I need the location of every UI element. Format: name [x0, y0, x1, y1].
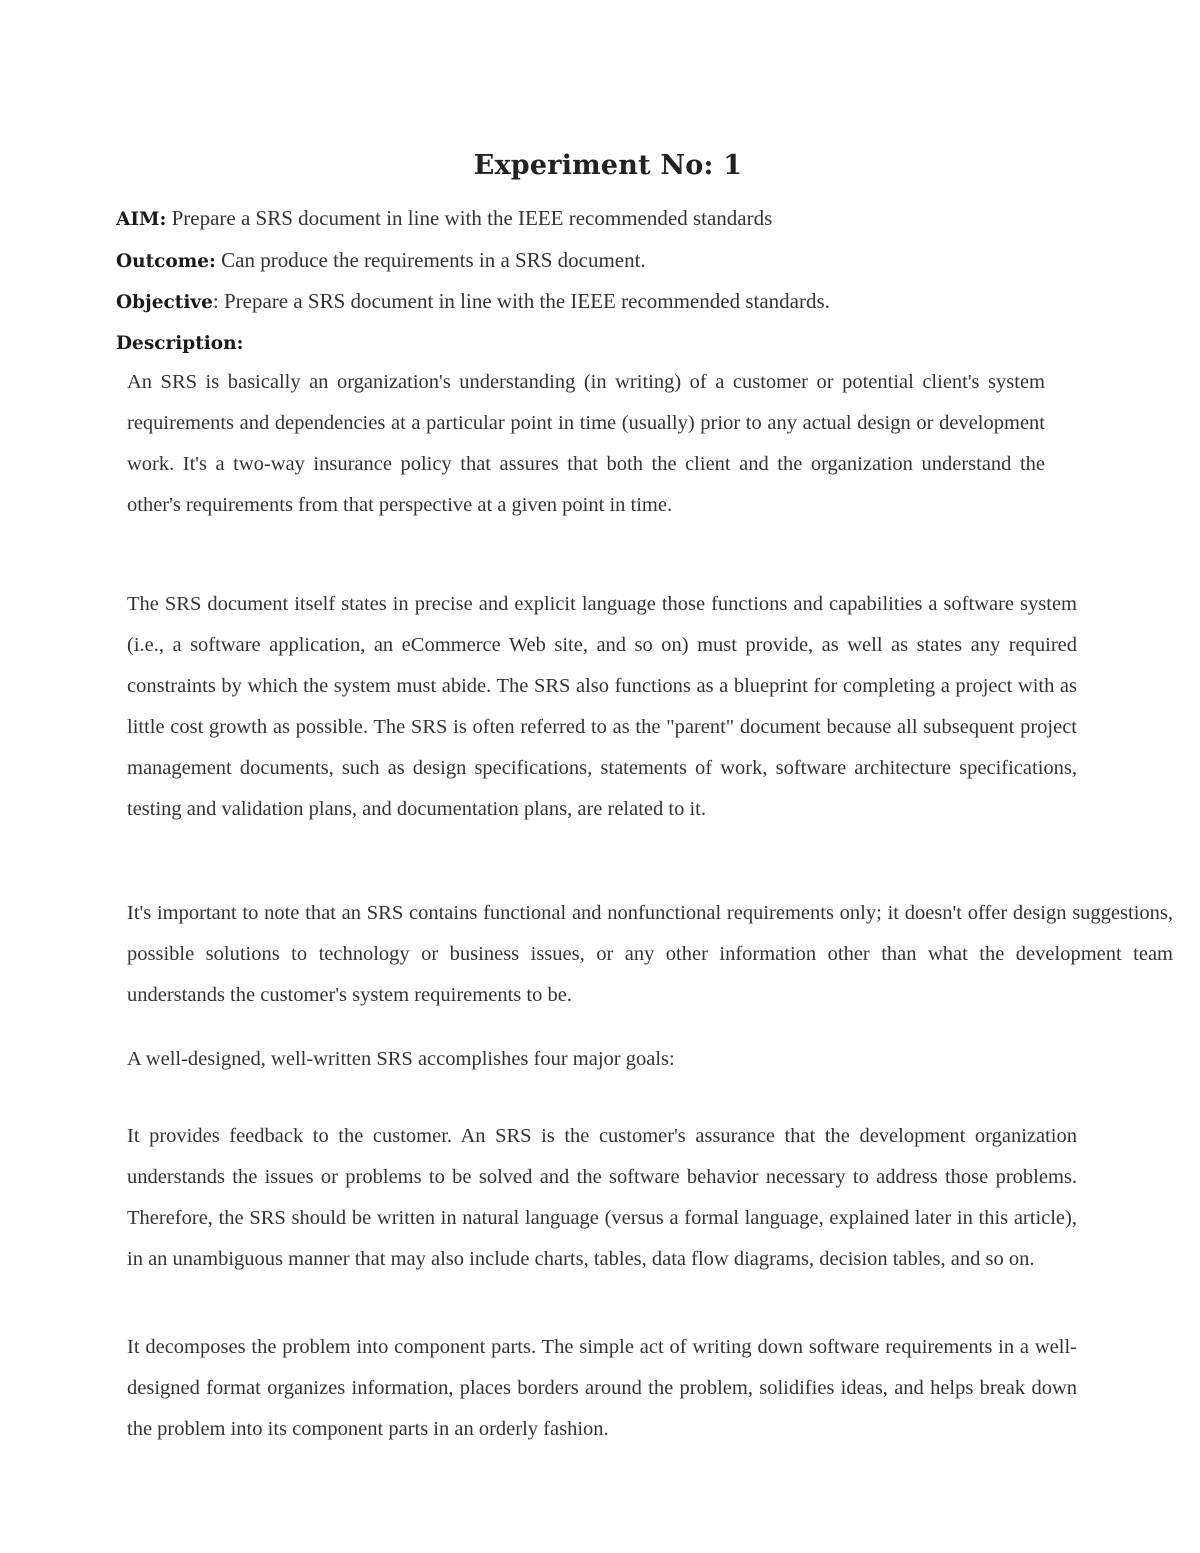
- outcome-label: Outcome:: [116, 251, 216, 272]
- description-heading: [116, 330, 243, 355]
- aim-text: Prepare a SRS document in line with the IEEE recommended standards: [166, 206, 773, 230]
- paragraph-srs-definition: An SRS is basically an organization's understanding (in writing) of a customer or potential client's system requirements and dependencies at a particular point in time (usually) prior to any actual design or development work. It's a two-way insurance policy that assures that both the client and the organization understand the other's requirements from that perspective at a given point in time.: [127, 371, 1045, 516]
- aim-line: [116, 206, 772, 231]
- paragraph-four-goals: A well-designed, well-written SRS accomplishes four major goals:: [127, 1048, 675, 1070]
- outcome-line: [116, 248, 646, 273]
- document-title: Experiment No: 1: [473, 150, 743, 181]
- outcome-text: Can produce the requirements in a SRS document.: [215, 248, 646, 272]
- paragraph-feedback-goal: It provides feedback to the customer. An SRS is the customer's assurance that the development organization understands the issues or problems to be solved and the software behavior necessary to address those problems. Therefore, the SRS should be written in natural language (versus a formal language, explained later in this article), in an unambiguous manner that may also include charts, tables, data flow diagrams, decision tables, and so on.: [127, 1125, 1077, 1270]
- description-label: Description:: [116, 333, 244, 354]
- objective-text: : Prepare a SRS document in line with the IEEE recommended standards.: [212, 289, 830, 313]
- objective-line: [116, 289, 830, 314]
- objective-label: Objective: [116, 292, 213, 313]
- aim-label: AIM:: [116, 209, 167, 230]
- paragraph-important-note: It's important to note that an SRS contains functional and nonfunctional requirements only; it doesn't offer design suggestions, possible solutions to technology or business issues, or any other information other than what the development team understands the customer's system requirements to be.: [127, 902, 1173, 1006]
- paragraph-decompose-goal: It decomposes the problem into component parts. The simple act of writing down software requirements in a well-designed format organizes information, places borders around the problem, solidifies ideas, and helps break down the problem into its component parts in an orderly fashion.: [127, 1336, 1077, 1440]
- paragraph-srs-document: The SRS document itself states in precise and explicit language those functions and capabilities a software system (i.e., a software application, an eCommerce Web site, and so on) must provide, as well as states any required constraints by which the system must abide. The SRS also functions as a blueprint for completing a project with as little cost growth as possible. The SRS is often referred to as the "parent" document because all subsequent project management documents, such as design specifications, statements of work, software architecture specifications, testing and validation plans, and documentation plans, are related to it.: [127, 593, 1077, 820]
